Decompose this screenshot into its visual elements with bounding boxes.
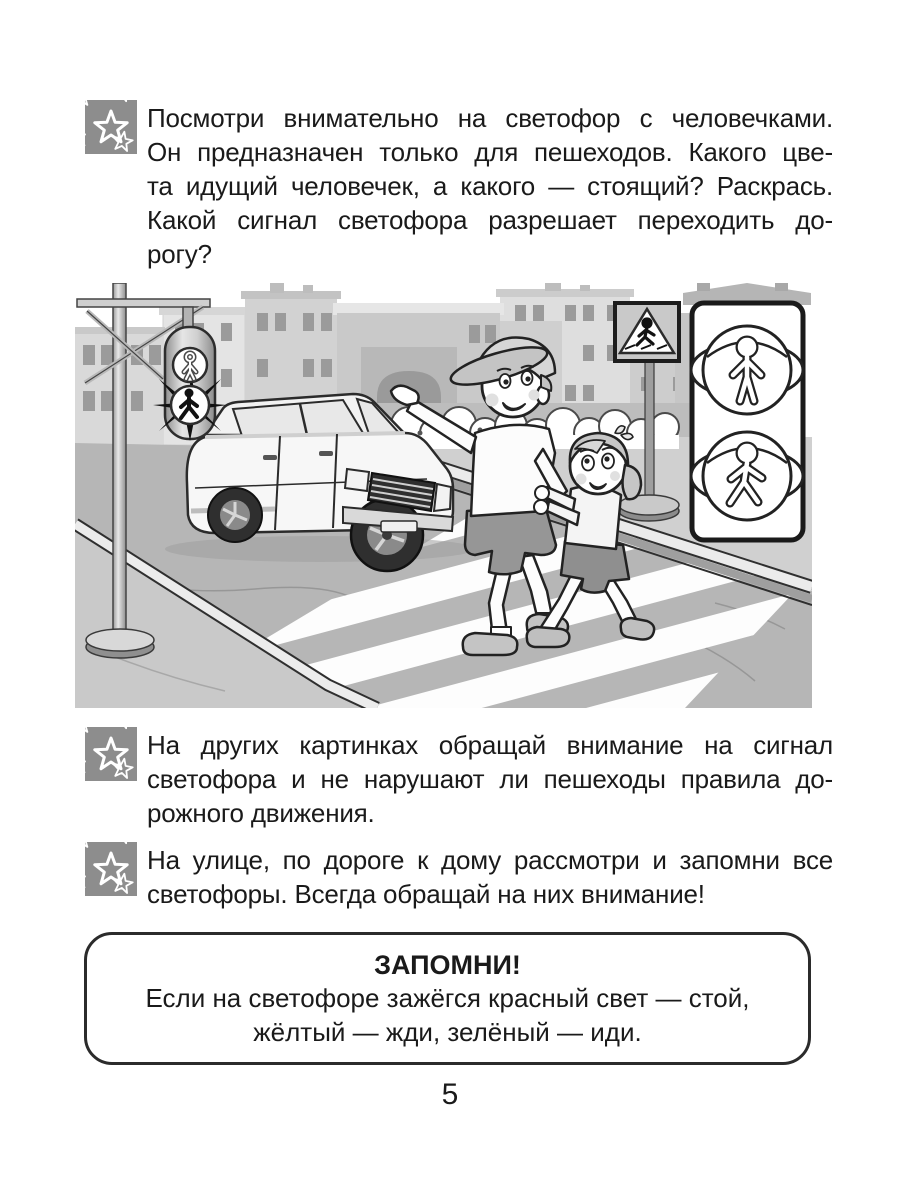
paragraph-line: та идущий человечек, а какого — стоящий? Раскрась. [147, 171, 833, 201]
memo-box [84, 932, 811, 1065]
car-wheel-rear [208, 488, 262, 542]
paragraph-line: Он предназначен только для пешеходов. Какого цве- [147, 137, 833, 167]
paragraph-3 [147, 843, 833, 911]
paragraph-line: На других картинках обращай внимание на сигнал [147, 730, 833, 760]
memo-line: жёлтый — жди, зелёный — иди. [253, 1017, 642, 1047]
car-headlight [434, 484, 451, 511]
paragraph-1 [147, 101, 833, 271]
page-number: 5 [441, 1078, 459, 1111]
paragraph-line: рогу? [147, 239, 212, 269]
girl-shoe [621, 618, 654, 639]
star-bullet-icon [85, 842, 137, 896]
star-bullet-icon [85, 727, 137, 781]
car-headlight [345, 469, 369, 491]
street-crossing-illustration [75, 283, 812, 708]
girl-shoe [527, 627, 570, 647]
paragraph-line: Какой сигнал светофора разрешает переходить до- [147, 205, 833, 235]
paragraph-line: На улице, по дороге к дому рассмотри и запомни все [147, 845, 833, 875]
boy-shoe [463, 633, 518, 655]
star-bullet-icon [85, 100, 137, 154]
paragraph-line: светофоры. Всегда обращай на них внимание! [147, 879, 705, 909]
paragraph-line: рожного движения. [147, 798, 375, 828]
paragraph-2 [147, 728, 833, 830]
memo-title: ЗАПОМНИ! [374, 950, 521, 980]
memo-line: Если на светофоре зажёгся красный свет — стой, [145, 983, 750, 1013]
paragraph-line: светофора и не нарушают ли пешеходы правила до- [147, 764, 833, 794]
license-plate [381, 521, 417, 532]
paragraph-line: Посмотри внимательно на светофор с человечками. [147, 103, 833, 133]
coloring-traffic-light [683, 283, 811, 540]
